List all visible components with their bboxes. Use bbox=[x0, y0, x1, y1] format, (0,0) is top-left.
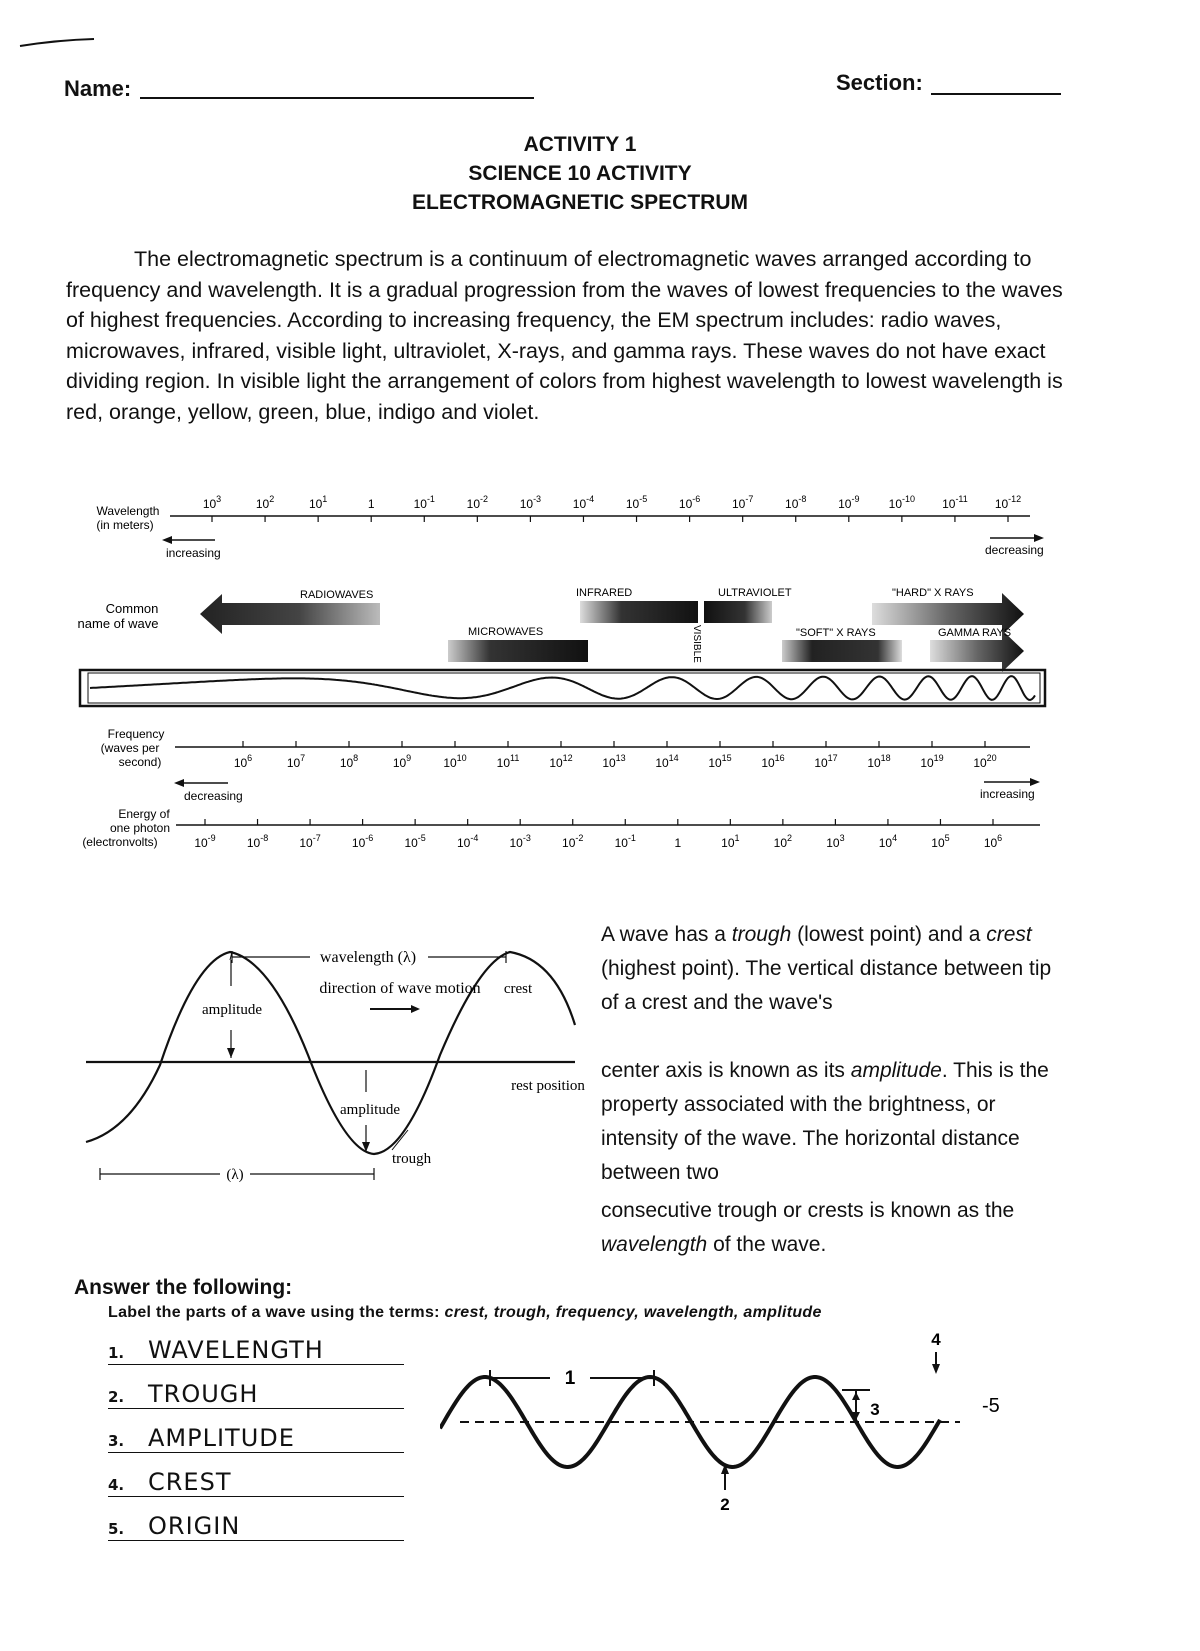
wavelength-tick-label: $10^{-4}$ bbox=[572, 494, 595, 511]
energy-tick-label: $10^2$ bbox=[773, 833, 793, 850]
microwaves-label: MICROWAVES bbox=[468, 626, 544, 638]
name-label: Name: bbox=[64, 76, 132, 101]
wavelength-tick-label: $10^{-7}$ bbox=[731, 494, 754, 511]
wavelength-tick-label: $10^3$ bbox=[202, 494, 222, 511]
answer-value[interactable]: AMPLITUDE bbox=[148, 1424, 295, 1452]
microwaves-band bbox=[448, 640, 588, 662]
crest-label: crest bbox=[503, 981, 533, 997]
energy-tick-label: $10^{-8}$ bbox=[246, 833, 269, 850]
energy-tick-label: $10^{-1}$ bbox=[614, 833, 636, 850]
intro-text: The electromagnetic spectrum is a continuum of electromagnetic waves arranged according to frequency and wavelength. It is a gradual progression from the waves of lowest frequencies to the waves of highest frequencies. According to increasing frequency, the EM spectrum includes: radio waves, microwaves, infrared, visible light, ultraviolet, X-rays, and gamma rays. These waves do not have exact dividing region. In visible light the arrangement of colors from highest wavelength to lowest wavelength is red, orange, yellow, green, blue, indigo and violet. bbox=[66, 247, 1063, 424]
wavelength-tick-label: $10^{-5}$ bbox=[625, 494, 648, 511]
label-wave-exercise bbox=[440, 1330, 1040, 1510]
title-activity: ACTIVITY 1 bbox=[523, 133, 637, 156]
exercise-label-5: -5 bbox=[982, 1395, 1000, 1417]
section-field[interactable] bbox=[931, 93, 1061, 95]
title-topic: ELECTROMAGNETIC SPECTRUM bbox=[412, 191, 748, 214]
wavelength-tick-label: $10^{-6}$ bbox=[678, 494, 701, 511]
direction-arrow bbox=[411, 1005, 420, 1013]
wavelength-tick-label: $10^{-10}$ bbox=[888, 494, 916, 511]
wave-strip-inner bbox=[88, 673, 1040, 703]
section-label: Section: bbox=[836, 70, 923, 95]
wavelength-increasing-label: increasing bbox=[166, 546, 221, 560]
wavelength-tick-label: $10^1$ bbox=[308, 494, 328, 511]
visible-label: VISIBLE bbox=[691, 625, 702, 663]
frequency-tick-label: $10^{19}$ bbox=[920, 753, 944, 770]
frequency-label-1: Frequency bbox=[107, 727, 165, 741]
rest-position-label: rest position bbox=[511, 1078, 585, 1094]
wavelength-tick-label: $10^{-9}$ bbox=[838, 494, 860, 511]
frequency-tick-label: $10^{12}$ bbox=[549, 753, 573, 770]
exercise-label-4: 4 bbox=[931, 1330, 941, 1349]
wavelength-tick-label: $10^2$ bbox=[255, 494, 275, 511]
wavelength-lambda-label: wavelength (λ) bbox=[319, 949, 417, 966]
answer-num: 1. bbox=[108, 1344, 125, 1362]
frequency-label-3: second) bbox=[118, 755, 162, 769]
name-field[interactable] bbox=[140, 97, 534, 99]
energy-label-2: one photon bbox=[109, 821, 171, 835]
energy-tick-label: $10^{-2}$ bbox=[562, 833, 584, 850]
energy-tick-label: $10^6$ bbox=[983, 833, 1003, 850]
wavelength-tick-label: $10^{-3}$ bbox=[519, 494, 542, 511]
energy-tick-label: $10^3$ bbox=[826, 833, 845, 850]
answer-row-4[interactable] bbox=[108, 1468, 404, 1497]
title-subject: SCIENCE 10 ACTIVITY bbox=[468, 162, 692, 185]
frequency-decreasing-label: decreasing bbox=[184, 789, 243, 803]
wavelength-row-label-2: (in meters) bbox=[96, 518, 154, 532]
frequency-tick-label: $10^{20}$ bbox=[973, 753, 997, 770]
hard-x-rays-label: "HARD" X RAYS bbox=[892, 587, 974, 599]
frequency-tick-label: $10^{14}$ bbox=[655, 753, 679, 770]
energy-tick-label: $10^1$ bbox=[721, 833, 740, 850]
answer-row-1[interactable] bbox=[108, 1336, 404, 1365]
wave-description-text: A wave has a trough (lowest point) and a crest (highest point). The vertical distance between tip of a crest and the wave's center axis is known as its amplitude. This is the property associated with the brightness, or intensity of the wave. The horizontal distance between two consecutive trough or crests is known as the wavelength of the wave. bbox=[601, 923, 1052, 1256]
trough-label: trough bbox=[392, 1151, 432, 1167]
freq-decreasing-arrow-head bbox=[174, 779, 184, 787]
energy-tick-label: $10^5$ bbox=[931, 833, 950, 850]
spectrum-wave bbox=[90, 676, 1035, 700]
exercise-label-3: 3 bbox=[870, 1400, 880, 1419]
amplitude-label-left: amplitude bbox=[202, 1002, 262, 1018]
instruction bbox=[108, 1304, 822, 1322]
frequency-tick-label: $10^{10}$ bbox=[443, 753, 467, 770]
wave-anatomy-diagram bbox=[70, 930, 590, 1200]
common-name-label-1: Common bbox=[105, 601, 159, 616]
answer-num: 2. bbox=[108, 1388, 125, 1406]
answer-value[interactable]: ORIGIN bbox=[148, 1512, 241, 1540]
em-spectrum-diagram bbox=[0, 480, 1200, 860]
energy-tick-label: $10^{-5}$ bbox=[404, 833, 426, 850]
frequency-tick-label: $10^{18}$ bbox=[867, 753, 891, 770]
wave-description bbox=[601, 918, 1071, 1262]
answer-num: 4. bbox=[108, 1476, 125, 1494]
wavelength-row-label-1: Wavelength bbox=[96, 504, 160, 518]
frequency-tick-label: $10^9$ bbox=[392, 753, 412, 770]
frequency-tick-label: $10^{13}$ bbox=[602, 753, 626, 770]
frequency-tick-label: $10^{11}$ bbox=[496, 753, 520, 770]
energy-label-1: Energy of bbox=[118, 807, 170, 821]
intro-paragraph bbox=[66, 244, 1076, 427]
answer-num: 3. bbox=[108, 1432, 125, 1450]
infrared-label: INFRARED bbox=[576, 587, 633, 599]
ultraviolet-band bbox=[704, 601, 772, 623]
gamma-rays-label: GAMMA RAYS bbox=[938, 627, 1012, 639]
energy-tick-label: $10^{-4}$ bbox=[456, 833, 479, 850]
infrared-band bbox=[580, 601, 698, 623]
activity-titles bbox=[0, 130, 1160, 217]
answer-row-2[interactable] bbox=[108, 1380, 404, 1409]
answer-value[interactable]: TROUGH bbox=[148, 1380, 259, 1408]
decreasing-arrow-head bbox=[1034, 534, 1044, 542]
answer-value[interactable]: CREST bbox=[148, 1468, 232, 1496]
frequency-tick-label: $10^8$ bbox=[339, 753, 359, 770]
wavelength-ticks bbox=[203, 494, 1021, 522]
amplitude-label-center: amplitude bbox=[340, 1102, 400, 1118]
wavelength-decreasing-label: decreasing bbox=[985, 543, 1044, 557]
frequency-tick-label: $10^7$ bbox=[286, 753, 306, 770]
soft-x-rays-band bbox=[782, 640, 902, 662]
energy-tick-label: $10^{-6}$ bbox=[351, 833, 374, 850]
radiowaves-label: RADIOWAVES bbox=[300, 589, 374, 601]
wavelength-tick-label: $10^{-12}$ bbox=[994, 494, 1022, 511]
frequency-label-2: (waves per bbox=[100, 741, 160, 755]
energy-tick-label: $10^{-9}$ bbox=[194, 833, 216, 850]
ultraviolet-label: ULTRAVIOLET bbox=[718, 587, 792, 599]
common-name-label-2: name of wave bbox=[77, 616, 159, 631]
energy-tick-label: 1 bbox=[674, 836, 682, 850]
frequency-tick-label: $10^6$ bbox=[233, 753, 253, 770]
energy-tick-label: $10^{-3}$ bbox=[509, 833, 531, 850]
frequency-tick-label: $10^{15}$ bbox=[708, 753, 732, 770]
exercise-label-2: 2 bbox=[720, 1495, 730, 1510]
wavelength-tick-label: $10^{-11}$ bbox=[942, 494, 968, 511]
exercise-label-1: 1 bbox=[564, 1368, 576, 1389]
direction-label: direction of wave motion bbox=[319, 980, 481, 997]
wave-strip-frame bbox=[80, 670, 1045, 706]
pen-mark bbox=[18, 36, 98, 50]
wavelength-tick-label: 1 bbox=[367, 497, 375, 511]
energy-tick-label: $10^{-7}$ bbox=[299, 833, 321, 850]
instruction-terms: crest, trough, frequency, wavelength, amplitude bbox=[444, 1304, 822, 1321]
energy-ticks bbox=[194, 819, 1002, 850]
energy-tick-label: $10^4$ bbox=[878, 833, 898, 850]
instruction-text: Label the parts of a wave using the terms: bbox=[108, 1304, 440, 1321]
frequency-ticks bbox=[234, 741, 997, 770]
energy-label-3: (electronvolts) bbox=[82, 835, 158, 849]
increasing-arrow-head bbox=[162, 536, 172, 544]
wavelength-tick-label: $10^{-2}$ bbox=[466, 494, 489, 511]
freq-increasing-arrow-head bbox=[1030, 778, 1040, 786]
frequency-tick-label: $10^{16}$ bbox=[761, 753, 785, 770]
answer-heading: Answer the following: bbox=[74, 1276, 293, 1299]
answer-value[interactable]: WAVELENGTH bbox=[148, 1336, 324, 1364]
wavelength-tick-label: $10^{-1}$ bbox=[413, 494, 435, 511]
answer-row-5[interactable] bbox=[108, 1512, 404, 1541]
frequency-increasing-label: increasing bbox=[980, 787, 1035, 801]
answer-row-3[interactable] bbox=[108, 1424, 404, 1453]
answer-num: 5. bbox=[108, 1520, 125, 1538]
soft-x-rays-label: "SOFT" X RAYS bbox=[796, 627, 876, 639]
wavelength-tick-label: $10^{-8}$ bbox=[785, 494, 807, 511]
frequency-tick-label: $10^{17}$ bbox=[814, 753, 838, 770]
lambda-bottom-label: (λ) bbox=[226, 1167, 244, 1183]
